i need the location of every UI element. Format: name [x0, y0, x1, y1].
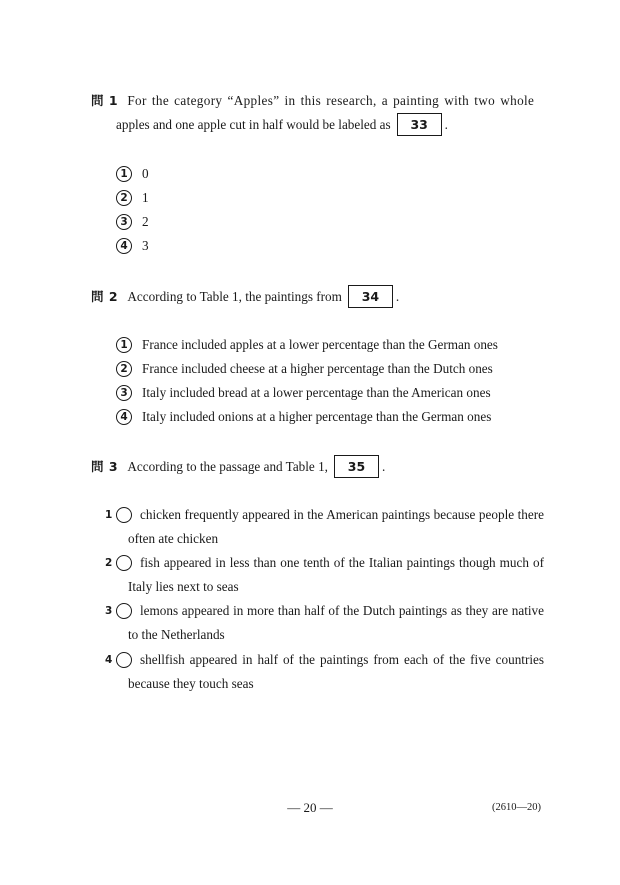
question-stem-line1: For the category “Apples” in this research, a painting with two whole	[127, 93, 535, 108]
option-number-circle: 3	[116, 603, 132, 619]
option-1[interactable]	[116, 333, 544, 357]
period: .	[381, 459, 386, 474]
option-3[interactable]	[105, 599, 544, 647]
option-number-circle: 1	[116, 507, 132, 523]
option-number-circle: 1	[116, 166, 132, 182]
option-number-circle: 1	[116, 337, 132, 353]
option-number-circle: 3	[116, 385, 132, 401]
answer-box[interactable]: 34	[348, 285, 393, 308]
answer-box[interactable]: 33	[397, 113, 442, 136]
period: .	[395, 289, 400, 304]
option-number-circle: 4	[116, 238, 132, 254]
option-4[interactable]	[105, 648, 544, 696]
question-2	[91, 285, 544, 309]
option-text: chicken frequently appeared in the American paintings because people there often ate chicken	[128, 507, 544, 546]
answer-box[interactable]: 35	[334, 455, 379, 478]
period: .	[444, 117, 448, 132]
question-stem: According to the passage and Table 1,	[127, 459, 328, 474]
question-number: 問 3	[91, 459, 119, 474]
option-text: Italy included bread at a lower percentage than the American ones	[142, 385, 491, 400]
option-number-circle: 2	[116, 190, 132, 206]
option-1[interactable]	[105, 503, 544, 551]
option-text: France included cheese at a higher percentage than the Dutch ones	[142, 361, 493, 376]
option-2[interactable]	[116, 357, 544, 381]
option-2[interactable]	[116, 186, 544, 210]
question-stem-line2: apples and one apple cut in half would be labeled as	[116, 117, 391, 132]
option-2[interactable]	[105, 551, 544, 599]
question-number: 問 1	[91, 93, 119, 108]
document-code: (2610—20)	[492, 802, 541, 813]
option-text: lemons appeared in more than half of the Dutch paintings as they are native to the Netherlands	[128, 603, 544, 642]
option-number-circle: 4	[116, 409, 132, 425]
option-4[interactable]	[116, 405, 544, 429]
page-number: — 20 —	[287, 800, 333, 815]
option-text: France included apples at a lower percentage than the German ones	[142, 337, 498, 352]
option-1[interactable]	[116, 162, 544, 186]
option-number-circle: 4	[116, 652, 132, 668]
question-1	[91, 89, 544, 137]
option-text: fish appeared in less than one tenth of the Italian paintings though much of Italy lies next to seas	[128, 555, 544, 594]
option-text: 1	[142, 190, 149, 205]
option-number-circle: 2	[116, 361, 132, 377]
option-3[interactable]	[116, 210, 544, 234]
option-number-circle: 2	[116, 555, 132, 571]
question-number: 問 2	[91, 289, 119, 304]
option-text: 0	[142, 166, 149, 181]
question-stem: According to Table 1, the paintings from	[127, 289, 342, 304]
option-text: 3	[142, 238, 149, 253]
option-text: 2	[142, 214, 149, 229]
question-3	[91, 455, 544, 479]
option-text: shellfish appeared in half of the paintings from each of the five countries because they touch seas	[128, 652, 544, 691]
option-number-circle: 3	[116, 214, 132, 230]
option-text: Italy included onions at a higher percentage than the German ones	[142, 409, 492, 424]
option-3[interactable]	[116, 381, 544, 405]
option-4[interactable]	[116, 234, 544, 258]
